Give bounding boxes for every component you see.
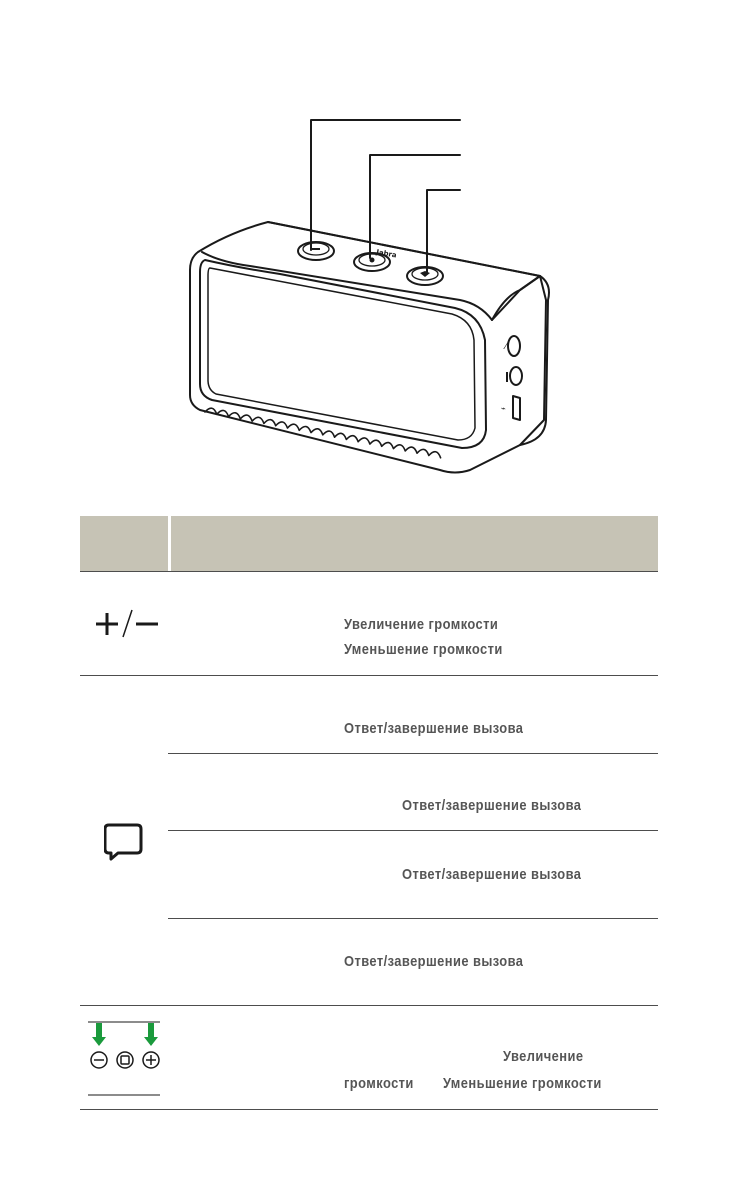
row-divider xyxy=(80,571,658,572)
answer-end-call-label: Ответ/завершение вызова xyxy=(344,953,524,970)
answer-end-call-label: Ответ/завершение вызова xyxy=(344,720,524,737)
volume-up-label: Увеличение громкости xyxy=(344,616,499,633)
brand-label: Jabra xyxy=(375,248,398,260)
answer-end-call-label: Ответ/завершение вызова xyxy=(402,797,582,814)
plus-minus-icon xyxy=(94,606,160,640)
row-divider xyxy=(80,1005,658,1006)
sub-row-divider xyxy=(168,918,658,919)
volume-down-label: Уменьшение громкости xyxy=(344,641,503,658)
volume-up-label: Увеличение xyxy=(503,1048,584,1065)
sub-row-divider xyxy=(168,753,658,754)
callout-line-volume-down xyxy=(311,120,460,250)
answer-end-call-label: Ответ/завершение вызова xyxy=(402,866,582,883)
sub-row-divider xyxy=(168,830,658,831)
volume-down-label: Уменьшение громкости xyxy=(443,1075,602,1092)
svg-text:⁄: ⁄ xyxy=(505,342,507,352)
volume-label: громкости xyxy=(344,1075,414,1092)
svg-text:⌁: ⌁ xyxy=(501,404,506,413)
callout-line-answer xyxy=(370,155,460,258)
speaker-illustration xyxy=(0,0,740,500)
volume-buttons-press-icon xyxy=(86,1018,164,1096)
table-header-divider xyxy=(168,516,171,571)
row-divider xyxy=(80,1109,658,1110)
table-header xyxy=(80,516,658,571)
chat-bubble-icon xyxy=(104,822,144,862)
row-divider xyxy=(80,675,658,676)
